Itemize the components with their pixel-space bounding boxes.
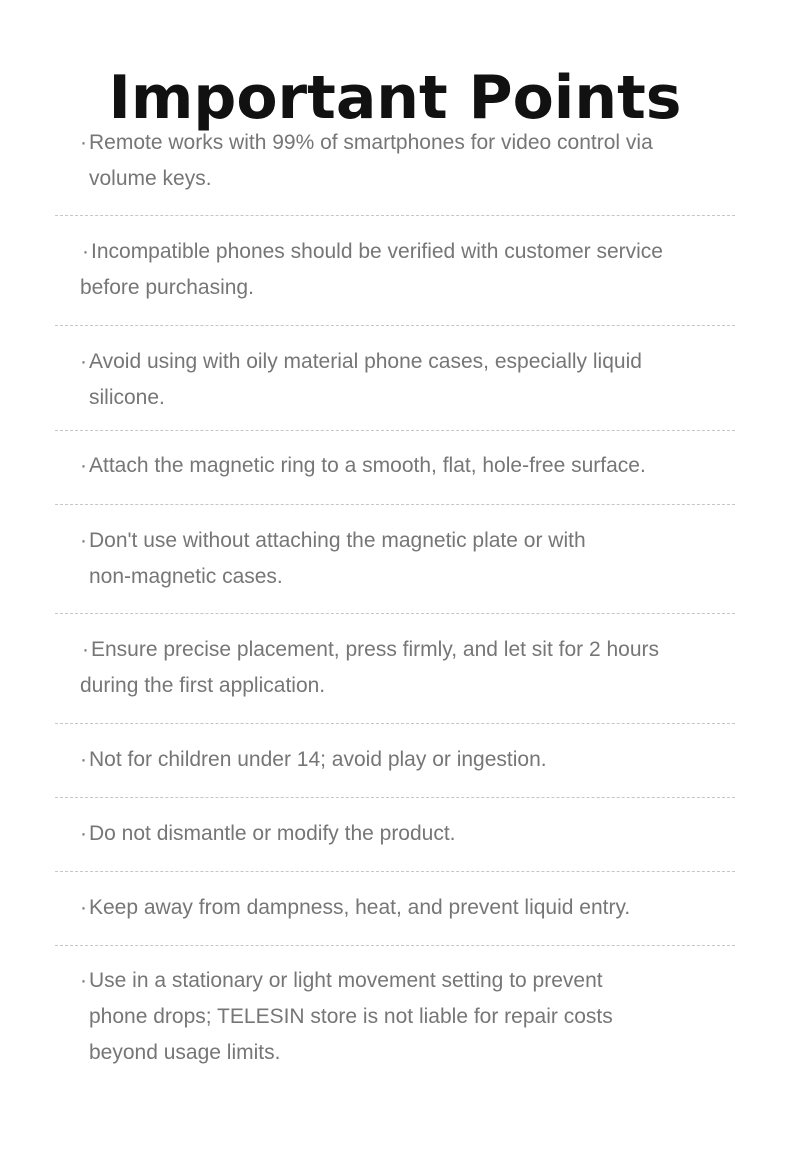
point-line <box>0 234 790 270</box>
point-6 <box>0 632 790 704</box>
bullet-dot: · <box>80 896 87 919</box>
point-text: Don't use without attaching the magnetic plate or with <box>89 529 586 552</box>
point-line <box>0 125 790 161</box>
point-line <box>0 816 790 852</box>
point-line <box>0 632 790 668</box>
bullet-dot: · <box>82 638 89 661</box>
point-5 <box>0 523 790 595</box>
divider <box>55 325 735 326</box>
point-text: Keep away from dampness, heat, and prevent liquid entry. <box>89 896 631 919</box>
point-text: Incompatible phones should be verified with customer service <box>91 240 663 263</box>
point-9 <box>0 890 790 926</box>
point-line <box>0 963 790 999</box>
point-line: during the first application. <box>80 674 326 697</box>
divider <box>55 871 735 872</box>
divider <box>55 613 735 614</box>
bullet-dot: · <box>80 350 87 373</box>
point-line: non-magnetic cases. <box>89 565 283 588</box>
divider <box>55 215 735 216</box>
point-line <box>0 742 790 778</box>
point-text: Avoid using with oily material phone cases, especially liquid <box>89 350 642 373</box>
point-line <box>0 890 790 926</box>
bullet-dot: · <box>80 131 87 154</box>
divider <box>55 504 735 505</box>
point-text: Remote works with 99% of smartphones for video control via <box>89 131 653 154</box>
point-line: silicone. <box>89 386 165 409</box>
bullet-dot: · <box>80 969 87 992</box>
bullet-dot: · <box>80 454 87 477</box>
point-2 <box>0 234 790 306</box>
bullet-dot: · <box>80 822 87 845</box>
point-text: Use in a stationary or light movement setting to prevent <box>89 969 603 992</box>
point-8 <box>0 816 790 852</box>
divider <box>55 723 735 724</box>
point-4 <box>0 448 790 484</box>
point-7 <box>0 742 790 778</box>
point-3 <box>0 344 790 416</box>
point-line <box>0 448 790 484</box>
bullet-dot: · <box>82 240 89 263</box>
divider <box>55 945 735 946</box>
bullet-dot: · <box>80 748 87 771</box>
point-text: Ensure precise placement, press firmly, and let sit for 2 hours <box>91 638 660 661</box>
point-line: beyond usage limits. <box>89 1041 281 1064</box>
divider <box>55 797 735 798</box>
page-title: Important Points <box>108 63 682 134</box>
divider <box>55 430 735 431</box>
point-line <box>0 523 790 559</box>
point-text: Attach the magnetic ring to a smooth, flat, hole-free surface. <box>89 454 646 477</box>
point-10 <box>0 963 790 1071</box>
bullet-dot: · <box>80 529 87 552</box>
point-line <box>0 344 790 380</box>
point-line: before purchasing. <box>80 276 254 299</box>
point-1 <box>0 125 790 197</box>
point-line: phone drops; TELESIN store is not liable for repair costs <box>89 1005 613 1028</box>
point-text: Do not dismantle or modify the product. <box>89 822 456 845</box>
point-line: volume keys. <box>89 167 212 190</box>
point-text: Not for children under 14; avoid play or ingestion. <box>89 748 547 771</box>
